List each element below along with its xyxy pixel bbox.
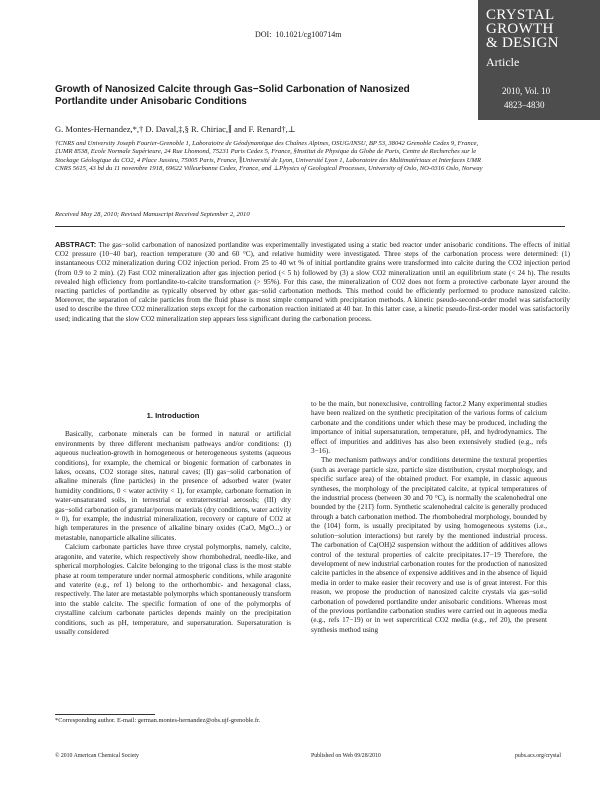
column-left — [55, 411, 291, 637]
abstract — [55, 240, 570, 324]
journal-name-line-1: CRYSTAL — [486, 7, 555, 23]
journal-badge — [478, 0, 600, 120]
author-list: G. Montes-Hernandez,*,† D. Daval,‡,§ R. Chiriac,∥ and F. Renard†,⊥ — [55, 124, 296, 134]
abstract-text: The gas−solid carbonation of nanosized portlandite was experimentally investigated using a static bed reactor under anisobaric conditions. The effects of initial CO2 pressure (10−40 bar), reaction temperature (30 and 60 °C), and relative humidity were investigated. Three steps of the carbonation process were determined: (1) instantaneous CO2 mineralization during CO2 injection period. From 25 to 40 wt % of initial portlandite grains were transformed into calcite during the CO2 injection period (from 0.9 to 2 min). (2) Fast CO2 mineralization after gas injection period (< 5 h) followed by (3) a slow CO2 mineralization until an equilibrium state (< 24 h). The results revealed high efficiency from portlandite-to-calcite transformation (> 95%). For this case, the mineralization of CO2 does not form a protective carbonate layer around the reacting particles of portlandite as typically observed by other gas−solid carbonation methods. This method could be efficiently performed to produce nanosized calcite. Moreover, the separation of calcite particles from the fluid phase is most simple compared with precipitation methods. A kinetic pseudo-second-order model was satisfactorily used to describe the three CO2 mineralization steps except for the carbonation reaction initiated at 40 bar. In this latter case, a kinetic pseudo-first-order model was satisfactorily used; indicating that the slow CO2 mineralization step appears less significant during the carbonation process. — [55, 241, 570, 323]
paragraph: Basically, carbonate minerals can be formed in natural or artificial environments by three different mechanism pathways and/or conditions: (I) aqueous nucleation-growth in homogeneous or heterogeneous systems (aqueous conditions), for example, the chemical or biogenic formation of carbonates in lakes, oceans, CO2 storage sites, natural caves; (II) gas−solid carbonation of alkaline minerals (fine particles) in the presence of adsorbed water (water humidity conditions, 0 < water activity < 1), for example, carbonate formation in water-unsaturated soils, in terrestrial or extraterrestrial aerosols; (III) dry gas−solid carbonation of granular/porous materials (dry conditions, water activity ≈ 0), for example, the industrial mineralization, recovery or capture of CO2 at high temperatures in the presence of alkaline binary oxides (CaO, MgO...) or metastable, nanoparticle alkaline silicates. — [55, 430, 291, 542]
article-title: Growth of Nanosized Calcite through Gas−Solid Carbonation of Nanosized Portlandite under Anisobaric Conditions — [55, 84, 410, 107]
paragraph: The mechanism pathways and/or conditions determine the textural properties (such as average particle size, particle size distribution, crystal morphology, and specific surface area) of the obtained product. For example, in classic aqueous syntheses, the morphology of the precipitated calcite, at typical temperatures of the industrial process (between 30 and 70 °C), is normally the scalenohedral one bounded by the {211̄} form. Synthetic scalenohedral calcite is generally produced through a batch carbonation method. The rhombohedral morphology, bounded by the {104} form, is usually precipitated by using homogeneous systems (i.e., solution−solution interactions) but rarely by the mentioned industrial process. The carbonation of Ca(OH)2 suspension without the addition of additives allows control of the textural properties of calcite precipitates.17−19 Therefore, the development of new industrial carbonation routes for the production of nanosized calcite particles in the absence of expensive additives and in the absence of liquid media in order to make easier their recovery and use is of great interest. For this reason, we propose the production of nanosized calcite crystals via gas−solid carbonation of powdered portlandite under anisobaric conditions. Whereas most of the previous portlandite carbonation studies were carried out in aqueous media (e.g., refs 17−19) or in wet supercritical CO2 media (e.g., ref 20), the present synthesis method using — [311, 456, 547, 634]
article-type: Article — [486, 55, 520, 69]
published-date: Published on Web 09/28/2010 — [311, 753, 381, 759]
doi-line — [255, 30, 345, 39]
corresponding-author-footnote: *Corresponding author. E-mail: german.montes-hernandez@obs.ujf-grenoble.fr. — [55, 717, 261, 724]
copyright: © 2010 American Chemical Society — [55, 753, 139, 759]
volume-label: 2010, Vol. 10 — [502, 86, 551, 96]
section-heading: 1. Introduction — [146, 411, 200, 420]
doi-label: DOI: — [255, 30, 272, 39]
journal-name-line-2: GROWTH — [486, 21, 554, 37]
abstract-label: ABSTRACT: — [55, 240, 97, 249]
column-right — [311, 400, 547, 635]
journal-url[interactable]: pubs.acs.org/crystal — [515, 753, 561, 759]
paragraph: to be the main, but nonexclusive, controlling factor.2 Many experimental studies have been realized on the synthetic precipitation of the various forms of calcium carbonate and the conditions under which these may be produced, including the importance of initial supersaturation, temperature, pH, and hydrodynamics. The effect of impurities and additives has also been extensively studied (e.g., refs 3−16). — [311, 400, 547, 456]
journal-name-line-3: & DESIGN — [486, 35, 559, 51]
footnote-divider — [55, 714, 155, 715]
received-dates: Received May 28, 2010; Revised Manuscript Received September 2, 2010 — [55, 211, 250, 218]
paragraph: Calcium carbonate particles have three crystal polymorphs, namely, calcite, aragonite, and vaterite, which respectively show rhombohedral, needle-like, and spherical morphologies. Calcite belonging to the trigonal class is the most stable phase at room temperature under normal atmospheric conditions, while aragonite and vaterite (e.g., ref 1) belong to the orthorhombic- and hexagonal class, respectively. The later are metastable polymorphs which spontaneously transform into the stable calcite. The specific formation of one of the polymorphs of crystalline calcium carbonate particles depends mainly on the precipitation conditions, such as pH, temperature, and supersaturation. Supersaturation is usually considered — [55, 543, 291, 636]
header-divider — [55, 226, 565, 227]
affiliations: †CNRS and University Joseph Fourier-Grenoble 1, Laboratoire de Géodynamique des Chaînes Alpines, OSUG/INSU, BP 53, 38042 Grenoble Cedex 9, France, ‡UMR 8538, Ecole Normale Supérieure, 24 Rue Lhomond, 75231 Paris Cedex 5, France, §Institut de Physique du Globe de Paris, Centre de Recherches sur le Stockage Géologique du CO2, 4 Place Jussieu, 75005 Paris, France, ∥Université de Lyon, Université Lyon 1, Laboratoire des Multimatériaux et Interfaces UMR CNRS 5615, 43 bd du 11 novembre 1918, 69622 Villeurbanne Cedex, France, and ⊥Physics of Geological Processes, University of Oslo, NO-0316 Oslo, Norway — [55, 140, 483, 173]
pages-label: 4823–4830 — [504, 100, 545, 110]
doi-value[interactable]: 10.1021/cg100714m — [275, 30, 342, 39]
journal-name — [486, 8, 559, 50]
